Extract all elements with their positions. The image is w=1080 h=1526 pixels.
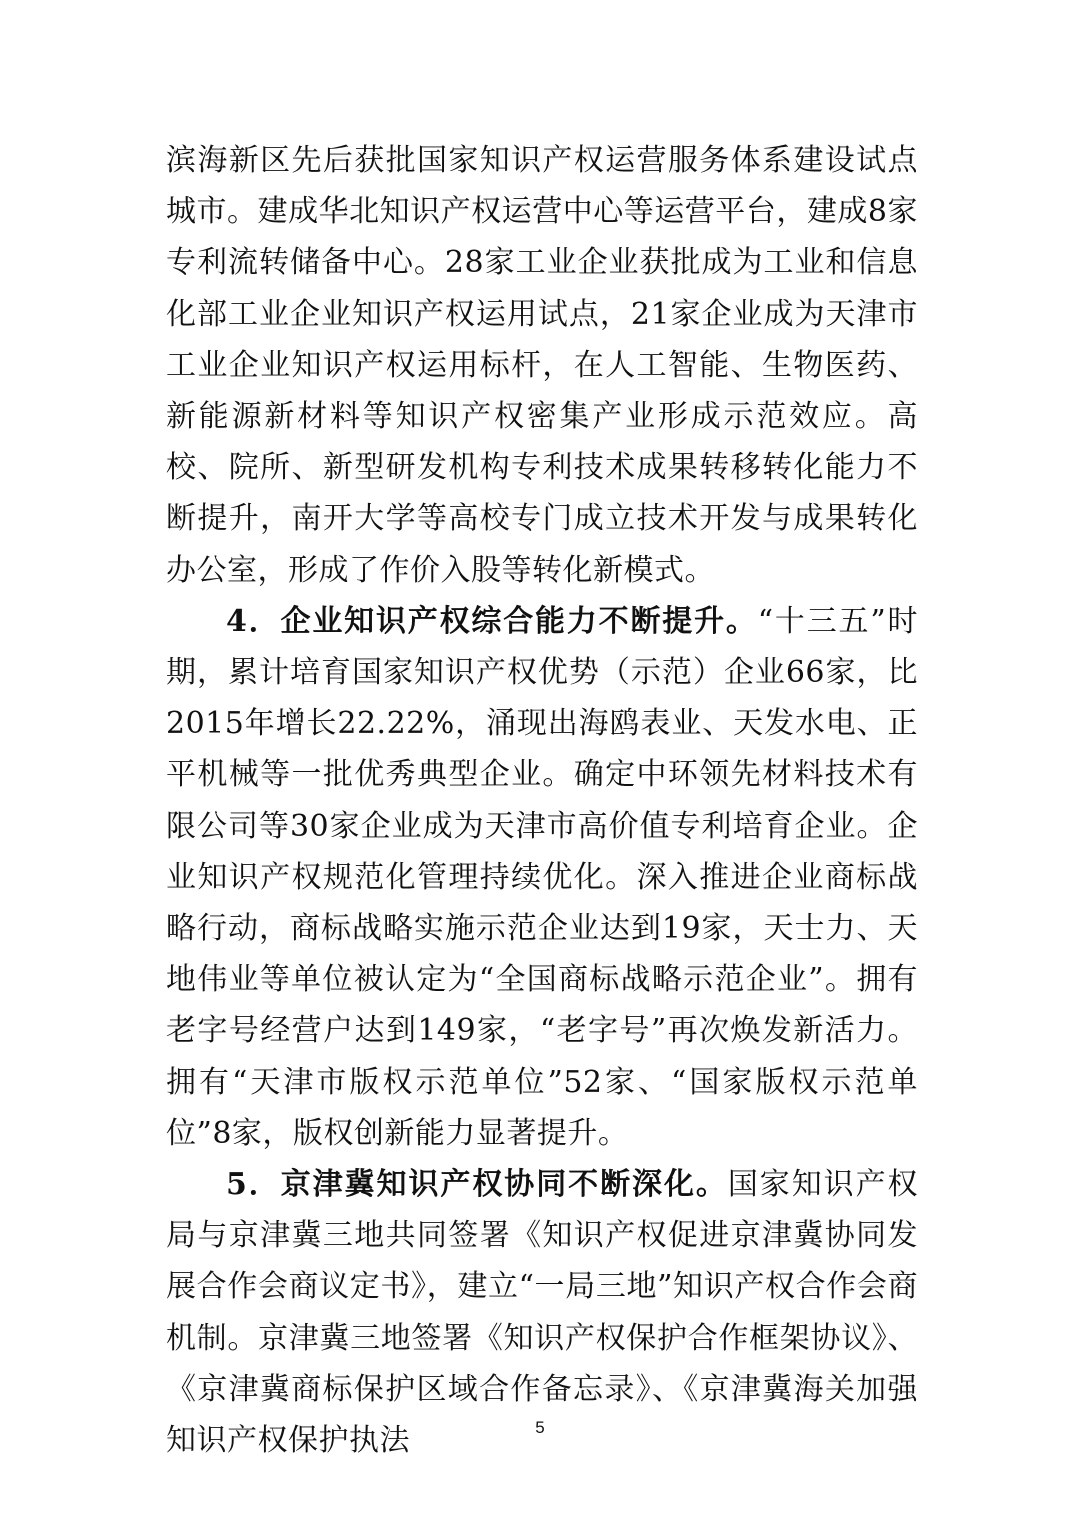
page-number: 5 [535, 1418, 545, 1437]
paragraph-1 [166, 135, 918, 596]
paragraph-1-text: 滨海新区先后获批国家知识产权运营服务体系建设试点城市。建成华北知识产权运营中心等运营平台，建成8家专利流转储备中心。28家工业企业获批成为工业和信息化部工业企业知识产权运用试点，21家企业成为天津市工业企业知识产权运用标杆，在人工智能、生物医药、新能源新材料等知识产权密集产业形成示范效应。高校、院所、新型研发机构专利技术成果转移转化能力不断提升，南开大学等高校专门成立技术开发与成果转化办公室，形成了作价入股等转化新模式。 [166, 143, 918, 588]
paragraph-3-text: 国家知识产权局与京津冀三地共同签署《知识产权促进京津冀协同发展合作会商议定书》，建立“一局三地”知识产权合作会商机制。京津冀三地签署《知识产权保护合作框架协议》、《京津冀商标保护区域合作备忘录》、《京津冀海关加强知识产权保护执法 [166, 1167, 919, 1459]
paragraph-3-heading: 5．京津冀知识产权协同不断深化。 [226, 1167, 728, 1203]
paragraph-2-text: “十三五”时期，累计培育国家知识产权优势（示范）企业66家，比2015年增长22.22%，涌现出海鸥表业、天发水电、正平机械等一批优秀典型企业。确定中环领先材料技术有限公司等30家企业成为天津市高价值专利培育企业。企业知识产权规范化管理持续优化。深入推进企业商标战略行动，商标战略实施示范企业达到19家，天士力、天地伟业等单位被认定为“全国商标战略示范企业”。拥有老字号经营户达到149家，“老字号”再次焕发新活力。拥有“天津市版权示范单位”52家、“国家版权示范单位”8家，版权创新能力显著提升。 [166, 603, 918, 1151]
paragraph-2 [166, 596, 918, 1159]
paragraph-2-heading: 4．企业知识产权综合能力不断提升。 [226, 603, 758, 639]
body-text [166, 135, 918, 1466]
